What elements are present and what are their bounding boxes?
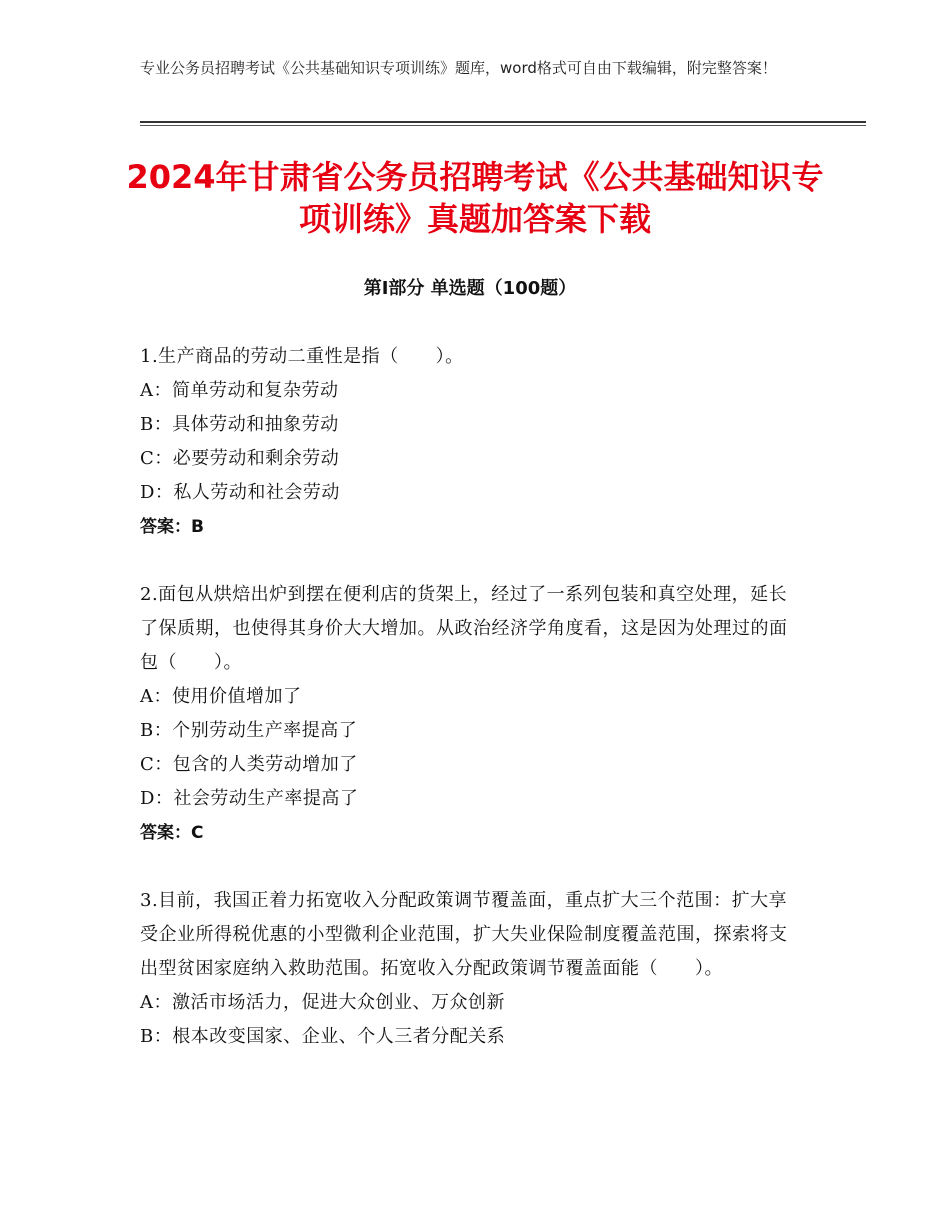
option-a: A：使用价值增加了 (140, 686, 302, 707)
question-list (140, 340, 800, 1088)
question-stem: 2.面包从烘焙出炉到摆在便利店的货架上，经过了一系列包装和真空处理，延长了保质期，也使得其身价大大增加。从政治经济学角度看，这是因为处理过的面包（ ）。 (140, 584, 788, 673)
question-1 (140, 340, 800, 544)
option-d: D：私人劳动和社会劳动 (140, 482, 340, 503)
document-title: 2024年甘肃省公务员招聘考试《公共基础知识专项训练》真题加答案下载 (126, 158, 824, 238)
header-divider-thick (140, 121, 866, 123)
option-d: D：社会劳动生产率提高了 (140, 788, 359, 809)
question-stem: 1.生产商品的劳动二重性是指（ ）。 (140, 346, 464, 367)
option-b: B：根本改变国家、企业、个人三者分配关系 (140, 1026, 506, 1047)
question-3 (140, 884, 800, 1054)
option-c: C：包含的人类劳动增加了 (140, 754, 358, 775)
option-a: A：激活市场活力，促进大众创业、万众创新 (140, 992, 505, 1013)
header-note: 专业公务员招聘考试《公共基础知识专项训练》题库，word格式可自由下载编辑，附完整答案！ (140, 59, 777, 77)
answer-line: 答案：C (140, 823, 204, 843)
question-2 (140, 578, 800, 850)
option-b: B：个别劳动生产率提高了 (140, 720, 358, 741)
section-heading: 第Ⅰ部分 单选题（100题） (363, 278, 577, 299)
option-c: C：必要劳动和剩余劳动 (140, 448, 340, 469)
header-divider-thin (140, 125, 866, 126)
answer-line: 答案：B (140, 517, 204, 537)
option-b: B：具体劳动和抽象劳动 (140, 414, 339, 435)
question-stem: 3.目前，我国正着力拓宽收入分配政策调节覆盖面，重点扩大三个范围：扩大享受企业所得税优惠的小型微利企业范围，扩大失业保险制度覆盖范围，探索将支出型贫困家庭纳入救助范围。拓宽收入分配政策调节覆盖面能（ ）。 (140, 890, 788, 979)
option-a: A：简单劳动和复杂劳动 (140, 380, 339, 401)
